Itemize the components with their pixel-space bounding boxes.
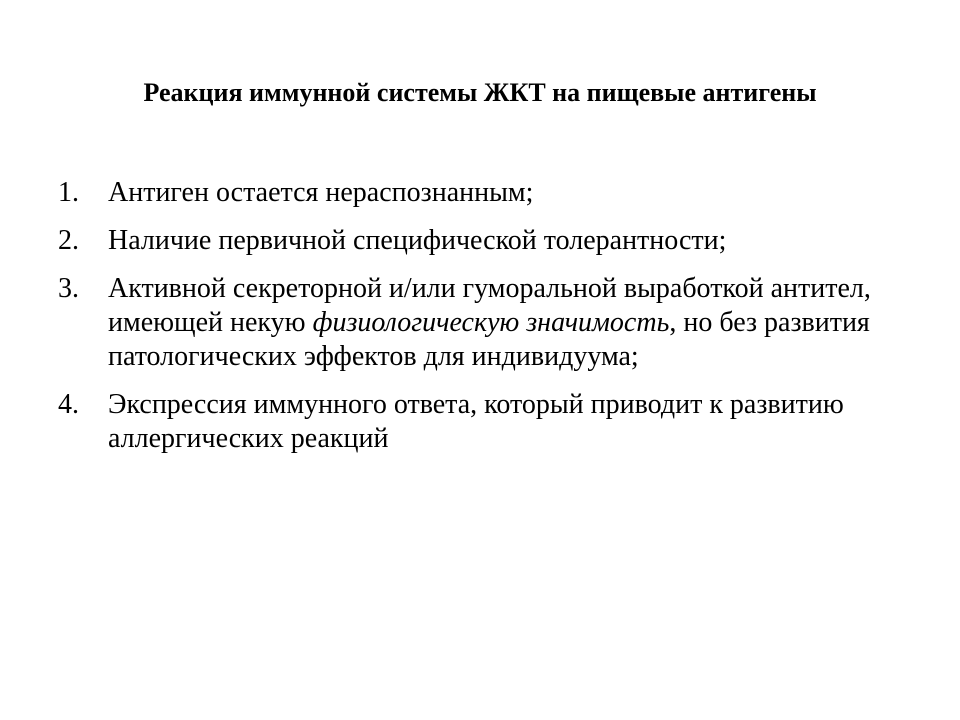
item-text: Наличие первичной специфической толерантности; (108, 225, 727, 256)
item-text (108, 272, 918, 374)
item-text-start: Активной секреторной и/или гуморальной выработкой антител, имеющей некую (108, 273, 871, 338)
item-number: 2. (58, 225, 79, 256)
slide-title: Реакция иммунной системы ЖКТ на пищевые антигены (143, 78, 817, 107)
item-text-italic: физиологическую значимость (312, 307, 670, 338)
list-item (58, 388, 918, 456)
list-item (58, 176, 918, 210)
item-number: 3. (58, 273, 79, 304)
item-number: 1. (58, 177, 79, 208)
item-text: Антиген остается нераспознанным; (108, 177, 534, 208)
item-list (58, 176, 918, 470)
item-text-end: , но без развития патологических эффектов для индивидуума; (108, 307, 870, 372)
item-number: 4. (58, 389, 79, 420)
list-item (58, 224, 918, 258)
list-item (58, 272, 918, 374)
item-text: Экспрессия иммунного ответа, который приводит к развитию аллергических реакций (108, 389, 844, 454)
